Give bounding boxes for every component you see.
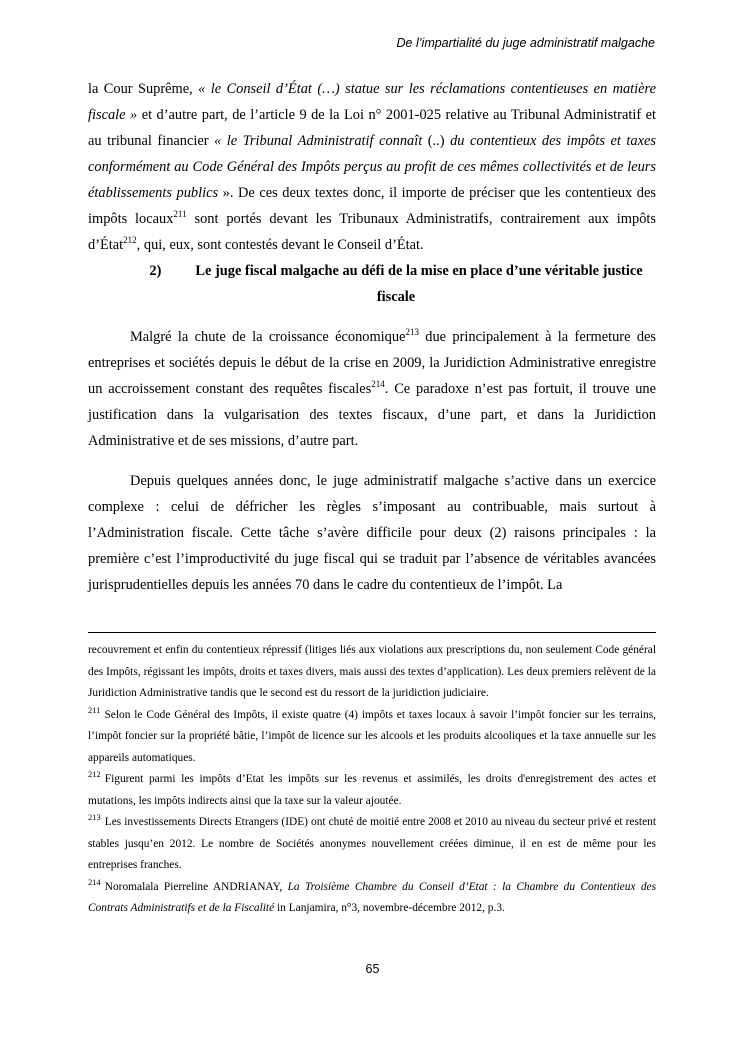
paragraph-3: Depuis quelques années donc, le juge administratif malgache s’active dans un exercice complexe : celui de défricher les règles s’imposant au contribuable, mais surtout à l’Administration fiscale. Cette tâche s’avère difficile pour deux (2) raisons principales : la première c’est l’improductivité du juge fiscal qui se traduit par l’absence de véritables avancées jurisprudentielles depuis les années 70 dans le cadre du contentieux de l’impôt. La xyxy=(88,473,656,593)
footnote-213: $^{213}$ Les investissements Directs Etrangers (IDE) ont chuté de moitié entre 2008 et 2010 au niveau du secteur privé et restent stables jusqu’en 2012. Le nombre de Sociétés anonymes nouvellement créées diminue, il en est de même pour les entreprises franches. xyxy=(88,812,656,871)
quote-tribunal: « le Tribunal Administratif connaît xyxy=(214,133,423,149)
paragraph-2: Malgré la chute de la croissance économique$^{213}$ due principalement à la fermeture des entreprises et sociétés depuis le début de la crise en 2009, la Juridiction Administrative enregistre un accroissement constant des requêtes fiscales$^{214}$. Ce paradoxe n’est pas fortuit, il trouve une justification dans la vulgarisation des textes fiscaux, d’une part, et dans la Juridiction Administrative et de ses missions, d’autre part. xyxy=(88,327,656,449)
page-number: 65 xyxy=(365,962,380,976)
footnote-ref-214: 214 xyxy=(371,379,385,390)
footnote-separator xyxy=(88,632,656,633)
main-text xyxy=(88,76,656,598)
footnote-continuation: recouvrement et enfin du contentieux répressif (litiges liés aux violations aux prescriptions du, non seulement Code général des Impôts, régissant les impôts, droits et taxes divers, mais aussi des textes d’application). Les deux premiers relèvent de la Juridiction Administrative tandis que le second est du ressort de la juridiction judiciaire. xyxy=(88,644,656,699)
quote-conseil-etat: « le Conseil d’État (…) statue sur les réclamations contentieuses en matière fiscale » xyxy=(88,81,656,123)
footnote-ref-212: 212 xyxy=(123,235,137,246)
running-header: De l’impartialité du juge administratif malgache xyxy=(396,36,655,50)
section-heading xyxy=(88,258,656,310)
paragraph-1: la Cour Suprême, « le Conseil d’État (…) statue sur les réclamations contentieuses en matière fiscale » et d’autre part, de l’article 9 de la Loi n° 2001-025 relative au Tribunal Administratif et au tribunal financier « le Tribunal Administratif connaît (..) du contentieux des impôts et taxes conformément au Code Général des Impôts perçus au profit de ces mêmes collectivités et de leurs établissements publics ». De ces deux textes donc, il importe de préciser que les contentieux des impôts locaux$^{211}$ sont portés devant les Tribunaux Administratifs, contrairement aux impôts d’État$^{212}$, qui, eux, sont contestés devant le Conseil d’État. xyxy=(88,81,657,253)
footnote-ref-213: 213 xyxy=(405,327,419,338)
footnotes xyxy=(88,640,656,920)
footnote-211: $^{211}$ Selon le Code Général des Impôts, il existe quatre (4) impôts et taxes locaux à savoir l’impôt foncier sur les terrains, l’impôt foncier sur la propriété bâtie, l’impôt de licence sur les alcools et les produits alcooliques et la taxe annuelle sur les appareils automatiques. xyxy=(88,704,656,764)
footnote-212: $^{212}$ Figurent parmi les impôts d’Etat les impôts sur les revenus et assimilés, les droits d'enregistrement des actes et mutations, les impôts indirects ainsi que la taxe sur la valeur ajoutée. xyxy=(88,769,656,807)
section-title: Le juge fiscal malgache au défi de la mise en place d’une véritable justice fiscale xyxy=(195,263,643,305)
footnote-214-title: La Troisième Chambre du Conseil d’Etat : la Chambre du Contentieux des Contrats Administratifs et de la Fiscalité xyxy=(88,880,656,914)
section-number: 2) xyxy=(149,263,162,279)
footnote-ref-211: 211 xyxy=(173,209,187,220)
footnote-214: $^{214}$ Noromalala Pierreline ANDRIANAY, La Troisième Chambre du Conseil d’Etat : la Chambre du Contentieux des Contrats Administratifs et de la Fiscalité in Lanjamira, n°3, novembre-décembre 2012, p.3. xyxy=(88,876,656,914)
